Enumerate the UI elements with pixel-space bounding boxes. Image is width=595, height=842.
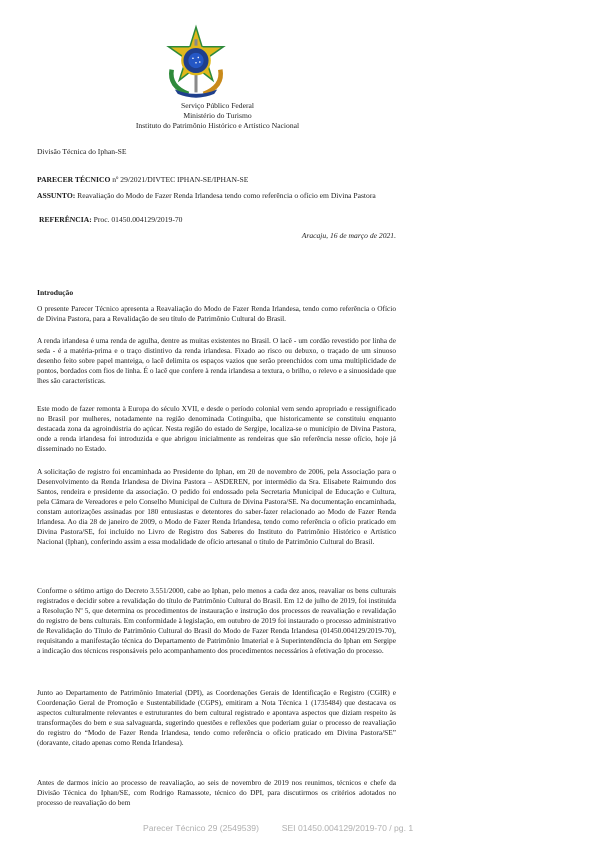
document-date: Aracaju, 16 de março de 2021. xyxy=(301,231,396,240)
paragraph-7: Antes de darmos início ao processo de reavaliação, ao seis de novembro de 2019 nos reunimos, técnicos e chefe da Divisão Técnica do Iphan/SE, com Rodrigo Ramassote, técnico do DPI, para discutirmos os critérios adotados no processo de reavaliação do bem xyxy=(37,778,396,807)
brazil-coat-of-arms-icon xyxy=(158,24,234,100)
header-line-service: Serviço Público Federal xyxy=(181,101,254,110)
footer-process-page: SEI 01450.004129/2019-70 / pg. 1 xyxy=(281,823,414,833)
referencia-label: REFERÊNCIA: xyxy=(39,215,92,224)
paragraph-6: Junto ao Departamento de Patrimônio Imaterial (DPI), as Coordenações Gerais de Identificação e Registro (CGIR) e Coordenação Geral de Promoção e Sustentabilidade (CGPS), emitiram a Nota Técnica 1 (1735484) que destacava os aspectos culturalmente relevantes e estruturantes do bem cultural registrado e apontava aspectos que diziam respeito às transformações do bem e sua salvaguarda, sugerindo questões e reflexões que poderiam guiar o processo de reavaliação do registro do “Modo de Fazer Renda Irlandesa, tendo como referência o ofício praticado em Divina Pastora/SE” (doravante, citado apenas como Renda Irlandesa). xyxy=(37,688,396,747)
footer-document-id: Parecer Técnico 29 (2549539) xyxy=(143,823,259,833)
paragraph-2: A renda irlandesa é uma renda de agulha, dentre as muitas existentes no Brasil. O lacê - um cordão revestido por linha de seda - é a matéria-prima e o traço distintivo da renda irlandesa. Fixado ao risco ou debuxo, o traçado de um sinuoso desenho feito sobre papel manteiga, o lacê delimita os espaços vazios que serão preenchidos com uma multiplicidade de pontos, bordados com fios de linha. É o lacê que confere à renda irlandesa a textura, o brilho, o relevo e a sinuosidade que lhes são características. xyxy=(37,336,396,385)
referencia-text: Proc. 01450.004129/2019-70 xyxy=(91,215,183,224)
assunto xyxy=(37,191,397,201)
parecer-label: PARECER TÉCNICO xyxy=(37,175,111,184)
institution-header xyxy=(100,101,335,131)
section-title-introduction: Introdução xyxy=(37,288,74,297)
paragraph-3: Este modo de fazer remonta à Europa do século XVII, e desde o período colonial vem sendo apropriado e ressignificado no Brasil por mulheres, notadamente na região denominada Cotinguiba, que historicamente se constituiu enquanto destacada zona da agroindústria do açúcar. Nesta região do estado de Sergipe, localiza-se o município de Divina Pastora, onde a renda irlandesa foi introduzida e que abrigou inicialmente as rendeiras que são referência nesse ofício, hoje já disseminado no Estado. xyxy=(37,404,396,453)
header-line-institute: Instituto do Patrimônio Histórico e Artístico Nacional xyxy=(135,121,300,130)
assunto-label: ASSUNTO: xyxy=(37,191,76,200)
paragraph-5: Conforme o sétimo artigo do Decreto 3.551/2000, cabe ao Iphan, pelo menos a cada dez anos, reavaliar os bens culturais registrados e decidir sobre a revalidação do título de Patrimônio Cultural do Brasil. Em 12 de julho de 2019, foi instituída a Resolução Nº 5, que determina os procedimentos de instauração e instrução dos processos de reavaliação e revalidação do registro de bens culturais. Em conformidade à legislação, em outubro de 2019 foi instaurado o processo administrativo de Revalidação do Título de Patrimônio Cultural do Brasil do Modo de Fazer Renda Irlandesa (01450.004129/2019-70), requisitando a manifestação técnica do Departamento de Patrimônio Imaterial e à Superintendência do Iphan em Sergipe a indicação dos técnicos responsáveis pelo acompanhamento dos procedimentos necessários à efetivação do processo. xyxy=(37,586,396,655)
assunto-text: Reavaliação do Modo de Fazer Renda Irlandesa tendo como referência o ofício em Divina Pastora xyxy=(75,191,376,200)
parecer-number xyxy=(37,175,397,185)
header-line-ministry: Ministério do Turismo xyxy=(183,111,252,120)
parecer-number-text: nº 29/2021/DIVTEC IPHAN-SE/IPHAN-SE xyxy=(110,175,249,184)
paragraph-1: O presente Parecer Técnico apresenta a Reavaliação do Modo de Fazer Renda Irlandesa, tendo como referência o Ofício de Divina Pastora, para a Revalidação de seu título de Patrimônio Cultural do Brasil. xyxy=(37,304,396,323)
page-footer xyxy=(143,823,413,833)
division-name: Divisão Técnica do Iphan-SE xyxy=(37,147,127,156)
referencia xyxy=(39,215,399,225)
paragraph-4: A solicitação de registro foi encaminhada ao Presidente do Iphan, em 20 de novembro de 2006, pela Associação para o Desenvolvimento da Renda Irlandesa de Divina Pastora – ASDEREN, por intermédio da Sra. Elisabete Raimundo dos Santos, rendeira e presidente da associação. O pedido foi endossado pela Secretaria Municipal de Educação e Cultura, pela Câmara de Vereadores e pelo Conselho Municipal de Cultura de Divina Pastora/SE. Na documentação encaminhada, constam autorizações assinadas por 180 entusiastas e detentores do saber-fazer relacionado ao Modo de Fazer Renda Irlandesa. Ao dia 28 de janeiro de 2009, o Modo de Fazer Renda Irlandesa, tendo como referência o ofício praticado em Divina Pastora/SE, foi incluído no Livro de Registro dos Saberes do Instituto do Patrimônio Histórico e Artístico Nacional (Iphan), conferindo assim a essa modalidade de ofício artesanal o título de Patrimônio Cultural do Brasil. xyxy=(37,467,396,546)
